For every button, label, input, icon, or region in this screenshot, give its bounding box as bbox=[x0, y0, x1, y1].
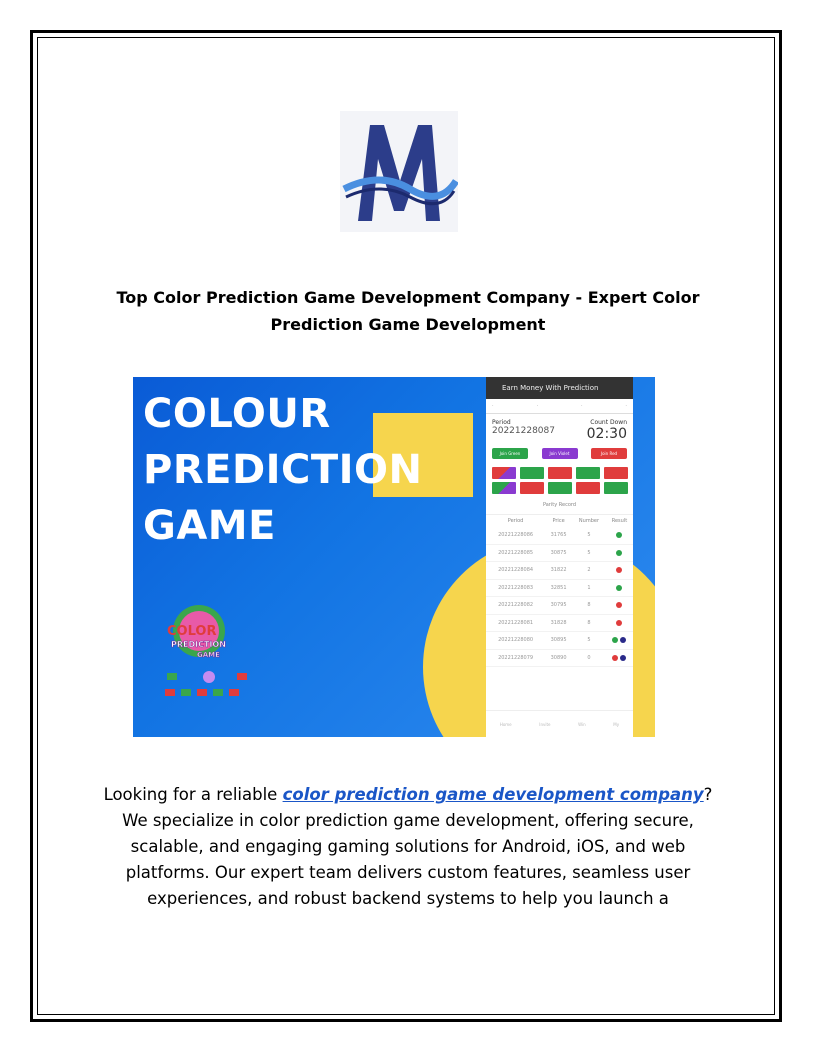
result-dot bbox=[616, 550, 622, 556]
company-link[interactable]: color prediction game development company bbox=[282, 785, 704, 804]
nav-my-icon: My bbox=[613, 721, 620, 727]
table-cell-period: 20221228085 bbox=[486, 544, 545, 562]
table-row bbox=[486, 597, 633, 615]
result-dot bbox=[616, 532, 622, 538]
table-cell-number: 8 bbox=[572, 614, 606, 632]
table-cell-result bbox=[606, 527, 633, 544]
table-cell-price: 30875 bbox=[545, 544, 572, 562]
tab-3: · bbox=[580, 403, 583, 409]
table-cell-price: 30795 bbox=[545, 597, 572, 615]
banner-headline-2: PREDICTION bbox=[143, 447, 423, 493]
table-header: Number bbox=[578, 518, 600, 524]
table-cell-result bbox=[606, 544, 633, 562]
table-cell-price: 32851 bbox=[545, 579, 572, 597]
number-cell bbox=[520, 467, 544, 479]
table-row bbox=[486, 562, 633, 580]
period-label: Period bbox=[492, 419, 511, 426]
app-title: Earn Money With Prediction bbox=[486, 377, 633, 399]
app-tabs bbox=[486, 399, 633, 414]
table-cell-result bbox=[606, 597, 633, 615]
number-cell bbox=[604, 467, 628, 479]
table-cell-number: 8 bbox=[572, 597, 606, 615]
table-cell-number: 0 bbox=[572, 649, 606, 667]
result-dot bbox=[620, 637, 626, 643]
records-label: Parity Record bbox=[486, 496, 633, 515]
table-cell-period: 20221228082 bbox=[486, 597, 545, 615]
countdown-timer: 02:30 bbox=[586, 426, 627, 442]
table-row bbox=[486, 614, 633, 632]
tab-4: · bbox=[625, 403, 627, 409]
game-badge-graphic bbox=[159, 601, 255, 701]
table-row bbox=[486, 544, 633, 562]
table-cell-period: 20221228084 bbox=[486, 562, 545, 580]
table-row bbox=[486, 579, 633, 597]
tab-2: · bbox=[536, 403, 539, 409]
table-header: Price bbox=[552, 518, 565, 524]
nav-invite-icon: Invite bbox=[539, 721, 551, 727]
paragraph-question-mark: ? bbox=[703, 785, 713, 804]
badge-text-3: GAME bbox=[197, 651, 220, 659]
result-dot bbox=[616, 602, 622, 608]
table-cell-period: 20221228081 bbox=[486, 614, 545, 632]
intro-paragraph bbox=[60, 782, 756, 912]
table-cell-price: 31828 bbox=[545, 614, 572, 632]
table-cell-period: 20221228080 bbox=[486, 632, 545, 650]
table-cell-number: 5 bbox=[572, 527, 606, 544]
company-logo bbox=[340, 111, 458, 232]
join-violet-button: Join Violet bbox=[542, 448, 578, 459]
number-cell bbox=[576, 482, 600, 494]
number-cell bbox=[520, 482, 544, 494]
table-cell-result bbox=[606, 562, 633, 580]
table-cell-number: 5 bbox=[572, 544, 606, 562]
nav-win-icon: Win bbox=[578, 721, 586, 727]
result-dot bbox=[620, 655, 626, 661]
table-row bbox=[486, 649, 633, 667]
number-cell bbox=[492, 482, 516, 494]
table-cell-period: 20221228083 bbox=[486, 579, 545, 597]
table-cell-period: 20221228086 bbox=[486, 527, 545, 544]
tab-1: · bbox=[492, 403, 494, 409]
table-cell-number: 1 bbox=[572, 579, 606, 597]
color-prediction-banner bbox=[133, 377, 655, 737]
document-title bbox=[60, 284, 756, 338]
table-cell-price: 31822 bbox=[545, 562, 572, 580]
phone-app-mockup bbox=[486, 377, 633, 737]
banner-headline-1: COLOUR bbox=[143, 391, 331, 437]
result-dot bbox=[612, 637, 618, 643]
table-cell-number: 2 bbox=[572, 562, 606, 580]
table-row bbox=[486, 632, 633, 650]
result-dot bbox=[612, 655, 618, 661]
table-cell-period: 20221228079 bbox=[486, 649, 545, 667]
paragraph-line-5: experiences, and robust backend systems to help you launch a bbox=[147, 889, 669, 908]
paragraph-line-1 bbox=[60, 782, 756, 808]
result-dot bbox=[616, 620, 622, 626]
number-cell bbox=[576, 467, 600, 479]
table-cell-result bbox=[606, 579, 633, 597]
paragraph-line-4: platforms. Our expert team delivers custom features, seamless user bbox=[125, 863, 691, 882]
period-number: 20221228087 bbox=[492, 426, 555, 436]
records-table bbox=[486, 515, 633, 667]
paragraph-line-2: We specialize in color prediction game development, offering secure, bbox=[122, 811, 694, 830]
table-cell-number: 5 bbox=[572, 632, 606, 650]
title-line-2: Prediction Game Development bbox=[270, 315, 546, 334]
table-header: Period bbox=[507, 518, 524, 524]
badge-text-2: PREDICTION bbox=[171, 640, 226, 649]
number-cell bbox=[548, 482, 572, 494]
join-red-button: Join Red bbox=[591, 448, 627, 459]
app-bottom-nav bbox=[486, 710, 633, 737]
table-cell-price: 31765 bbox=[545, 527, 572, 544]
table-cell-price: 30895 bbox=[545, 632, 572, 650]
result-dot bbox=[616, 585, 622, 591]
number-cell bbox=[604, 482, 628, 494]
join-green-button: Join Green bbox=[492, 448, 528, 459]
number-cell bbox=[548, 467, 572, 479]
badge-text-1: COLOR bbox=[167, 624, 217, 639]
table-cell-result bbox=[606, 649, 633, 667]
result-dot bbox=[616, 567, 622, 573]
paragraph-line-3: scalable, and engaging gaming solutions for Android, iOS, and web bbox=[130, 837, 686, 856]
count-down-label: Count Down bbox=[590, 419, 627, 426]
number-grid bbox=[486, 465, 633, 496]
paragraph-intro: Looking for a reliable bbox=[103, 785, 283, 804]
table-cell-result bbox=[606, 614, 633, 632]
table-cell-price: 30890 bbox=[545, 649, 572, 667]
banner-headline-3: GAME bbox=[143, 503, 276, 549]
title-line-1: Top Color Prediction Game Development Company - Expert Color bbox=[116, 288, 700, 307]
number-cell bbox=[492, 467, 516, 479]
table-header: Result bbox=[611, 518, 628, 524]
table-cell-result bbox=[606, 632, 633, 650]
nav-home-icon: Home bbox=[499, 721, 512, 727]
table-row bbox=[486, 527, 633, 544]
